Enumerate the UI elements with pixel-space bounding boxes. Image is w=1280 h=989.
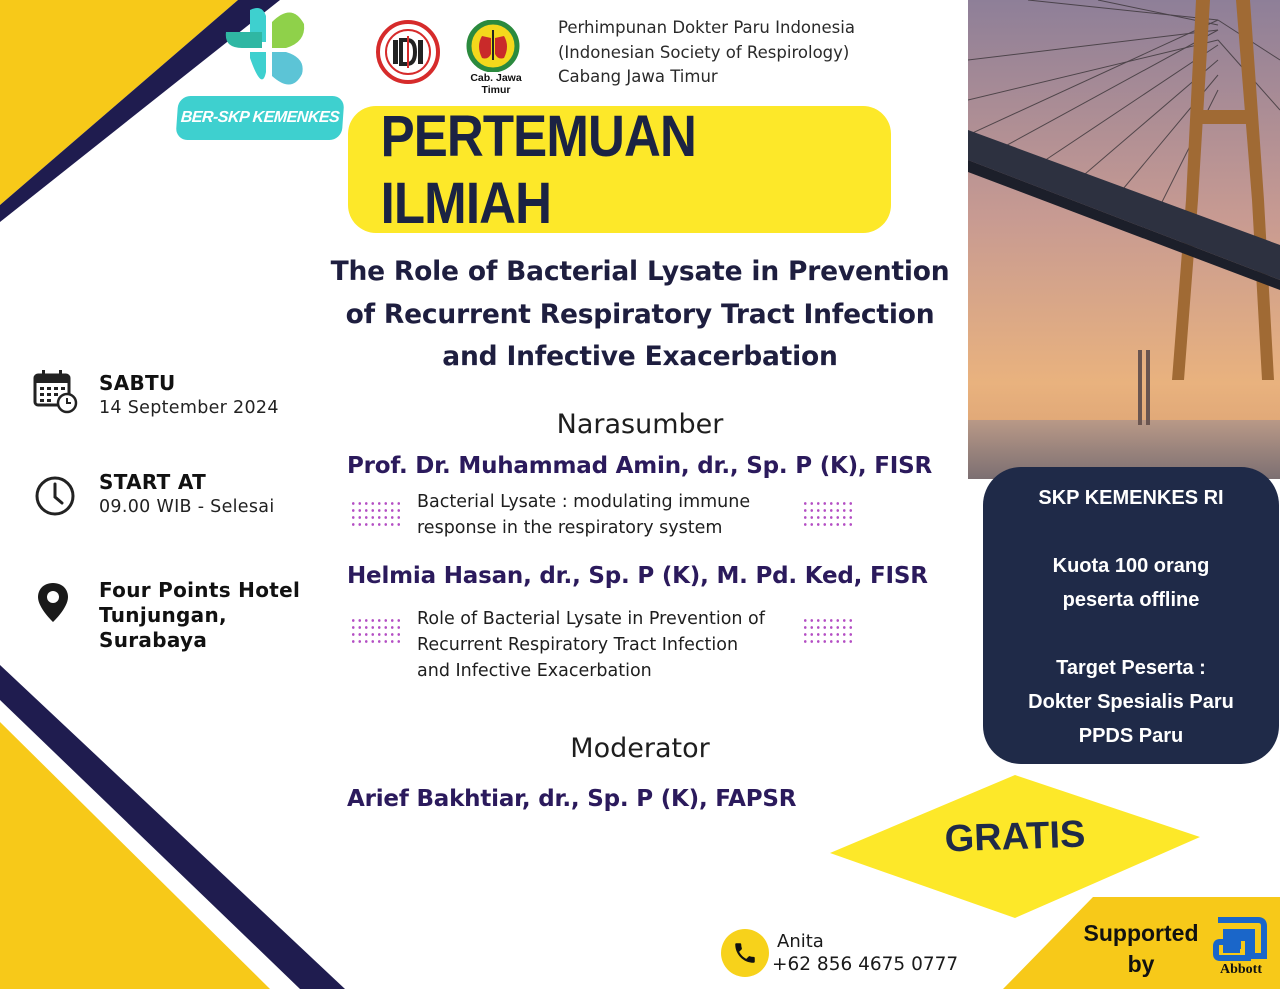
moderator-name: Arief Bakhtiar, dr., Sp. P (K), FAPSR: [347, 786, 797, 812]
skp-heading: SKP KEMENKES RI: [1038, 487, 1224, 509]
organization-name: [558, 16, 855, 90]
decorative-dots: [350, 500, 402, 530]
event-title: PERTEMUAN ILMIAH: [380, 103, 696, 236]
subtitle-line: The Role of Bacterial Lysate in Prevention: [330, 256, 950, 287]
decorative-dots: [802, 617, 854, 647]
clock-icon: [33, 473, 79, 519]
ber-skp-badge: BER-SKP KEMENKES: [175, 96, 344, 140]
quota-line: peserta offline: [1062, 589, 1200, 611]
pdpi-caption: Cab. Jawa Timur: [470, 72, 522, 96]
supported-line: by: [1127, 951, 1155, 977]
topic-line: and Infective Exacerbation: [417, 661, 652, 681]
speaker-2-name: Helmia Hasan, dr., Sp. P (K), M. Pd. Ked, FISR: [347, 563, 928, 589]
decorative-dots: [802, 500, 854, 530]
subtitle-line: and Infective Exacerbation: [442, 341, 838, 372]
topic-line: Bacterial Lysate : modulating immune: [417, 492, 751, 512]
speakers-heading: Narasumber: [556, 409, 724, 440]
contact-name: Anita: [777, 931, 824, 952]
price-label: GRATIS: [943, 813, 1087, 861]
venue: [99, 578, 300, 653]
bridge-photo: [968, 0, 1280, 479]
day-label: SABTU: [99, 371, 176, 395]
event-title-banner: [348, 103, 891, 236]
venue-line: Four Points Hotel: [99, 578, 301, 602]
calendar-clock-icon: [32, 368, 78, 414]
target-line: Dokter Spesialis Paru: [1028, 691, 1234, 713]
topic-line: Recurrent Respiratory Tract Infection: [417, 635, 739, 655]
abbott-logo-icon: [1212, 916, 1268, 962]
supported-by: [1076, 918, 1206, 980]
event-subtitle: [310, 251, 970, 379]
location-pin-icon: [30, 580, 76, 626]
abbott-wordmark: Abbott: [1219, 962, 1262, 977]
org-line: (Indonesian Society of Respirology): [558, 42, 850, 62]
org-line: Cabang Jawa Timur: [558, 67, 718, 86]
topic-line: response in the respiratory system: [417, 518, 723, 538]
event-date: 14 September 2024: [99, 398, 279, 418]
speaker-1-name: Prof. Dr. Muhammad Amin, dr., Sp. P (K), FISR: [347, 453, 933, 479]
speaker-2-topic: [417, 606, 765, 684]
speaker-1-topic: [417, 489, 750, 541]
subtitle-line: of Recurrent Respiratory Tract Infection: [345, 298, 935, 330]
kemenkes-logo-icon: [222, 2, 308, 92]
org-line: Perhimpunan Dokter Paru Indonesia: [558, 18, 855, 37]
skp-info-panel: [983, 467, 1279, 764]
target-line: PPDS Paru: [1078, 725, 1184, 747]
quota-line: Kuota 100 orang: [1052, 555, 1210, 577]
supported-line: Supported: [1083, 920, 1199, 946]
topic-line: Role of Bacterial Lysate in Prevention of: [417, 609, 765, 629]
venue-line: Tunjungan,: [99, 603, 227, 627]
venue-line: Surabaya: [99, 628, 208, 652]
moderator-heading: Moderator: [570, 733, 710, 764]
start-label: START AT: [99, 470, 207, 494]
decorative-dots: [350, 617, 402, 647]
phone-handset-icon: [732, 940, 758, 966]
event-time: 09.00 WIB - Selesai: [99, 497, 275, 517]
target-label: Target Peserta :: [1056, 657, 1206, 679]
pdpi-logo-icon: [460, 20, 526, 72]
contact-phone[interactable]: +62 856 4675 0777: [772, 954, 959, 975]
idi-logo-icon: [376, 20, 440, 84]
phone-icon: [721, 929, 769, 977]
